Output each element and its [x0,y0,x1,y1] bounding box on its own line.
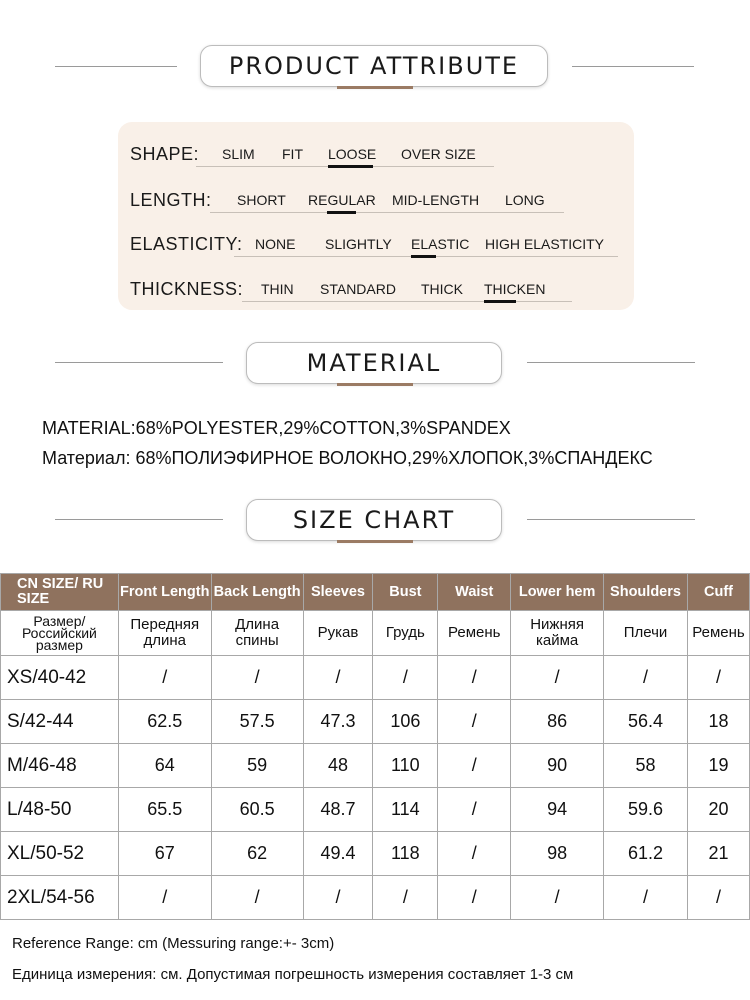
size-label-cell: M/46-48 [1,744,119,788]
table-cell: / [118,656,211,700]
header-cell: Размер/ Российский размер [1,611,119,656]
header-cell: Ремень [687,611,749,656]
table-cell: 20 [687,788,749,832]
size-chart-table [0,573,750,920]
table-cell: 65.5 [118,788,211,832]
table-cell: / [511,876,604,920]
selected-marker [484,300,516,303]
table-row [1,832,750,876]
selected-marker [411,255,436,258]
table-cell: / [604,656,688,700]
header-cell: Back Length [211,574,303,611]
table-cell: 48 [303,744,373,788]
size-label-cell: XS/40-42 [1,656,119,700]
table-cell: 90 [511,744,604,788]
section-title-attribute: PRODUCT ATTRIBUTE [200,45,548,87]
header-cell: Front Length [118,574,211,611]
header-cell: Bust [373,574,438,611]
table-row [1,700,750,744]
table-cell: 56.4 [604,700,688,744]
table-cell: 64 [118,744,211,788]
attr-option-selected: THICKEN [484,281,546,297]
attr-option-selected: LOOSE [328,146,377,162]
section-title-material: MATERIAL [246,342,502,384]
attr-option: STANDARD [320,281,396,297]
table-cell: 98 [511,832,604,876]
header-cell: Длина спины [211,611,303,656]
header-cell: Плечи [604,611,688,656]
table-cell: 49.4 [303,832,373,876]
table-cell: 110 [373,744,438,788]
table-cell: 48.7 [303,788,373,832]
size-label-cell: S/42-44 [1,700,119,744]
header-cell: Грудь [373,611,438,656]
table-cell: / [438,656,511,700]
attr-label: SHAPE: [130,144,200,164]
reference-range-note: Reference Range: cm (Messuring range:+- 3cm) [12,935,335,952]
table-row [1,788,750,832]
attr-option-selected: ELASTIC [411,236,470,252]
table-cell: / [687,656,749,700]
table-cell: 18 [687,700,749,744]
table-cell: 59.6 [604,788,688,832]
table-cell: 58 [604,744,688,788]
table-cell: / [438,788,511,832]
table-cell: / [438,744,511,788]
attr-option: THIN [261,281,294,297]
attr-option: NONE [255,236,296,252]
table-cell: 118 [373,832,438,876]
attr-label: ELASTICITY: [130,234,243,254]
header-cell: Рукав [303,611,373,656]
table-cell: / [438,876,511,920]
attr-option-selected: REGULAR [308,192,376,208]
size-label-cell: XL/50-52 [1,832,119,876]
attr-option: HIGH ELASTICITY [485,236,605,252]
selected-marker [327,211,356,214]
header-cell: Lower hem [511,574,604,611]
table-cell: / [373,656,438,700]
divider-right [527,519,695,520]
attr-option: SLIGHTLY [325,236,392,252]
header-cell: Shoulders [604,574,688,611]
size-label-cell: L/48-50 [1,788,119,832]
table-cell: / [438,832,511,876]
table-cell: 67 [118,832,211,876]
table-row [1,744,750,788]
table-cell: 59 [211,744,303,788]
attr-baseline [210,212,564,213]
title-accent-line [337,540,413,543]
attr-option: SLIM [222,146,255,162]
attr-option: SHORT [237,192,286,208]
table-cell: 61.2 [604,832,688,876]
table-cell: / [604,876,688,920]
title-accent-line [337,86,413,89]
table-cell: / [211,876,303,920]
table-row [1,876,750,920]
table-cell: 86 [511,700,604,744]
header-cell: Sleeves [303,574,373,611]
table-cell: 106 [373,700,438,744]
attr-baseline [242,301,572,302]
attr-option: LONG [505,192,545,208]
attr-row-elasticity [118,222,634,258]
table-cell: 94 [511,788,604,832]
attr-option: THICK [421,281,463,297]
size-label-cell: 2XL/54-56 [1,876,119,920]
attribute-panel [118,122,634,310]
table-cell: 114 [373,788,438,832]
divider-left [55,362,223,363]
size-rows [1,656,750,920]
size-chart-header [0,497,750,545]
attr-option: OVER SIZE [401,146,476,162]
header-cell: CN SIZE/ RU SIZE [1,574,119,611]
table-cell: / [511,656,604,700]
material-header [0,340,750,388]
material-composition-en: MATERIAL:68%POLYESTER,29%COTTON,3%SPANDEX [42,418,511,438]
table-cell: 62 [211,832,303,876]
material-composition-ru: Материал: 68%ПОЛИЭФИРНОЕ ВОЛОКНО,29%ХЛОПОК,3%СПАНДЕКС [42,448,653,468]
table-cell: / [303,876,373,920]
attr-label: LENGTH: [130,190,212,210]
measurement-note-ru: Единица измерения: см. Допустимая погрешность измерения составляет 1-3 см [12,966,574,983]
title-accent-line [337,383,413,386]
table-cell: 62.5 [118,700,211,744]
table-cell: / [303,656,373,700]
table-cell: / [687,876,749,920]
table-cell: 57.5 [211,700,303,744]
table-header-row-en [1,574,750,611]
divider-left [55,519,223,520]
attr-option: FIT [282,146,303,162]
attr-label: THICKNESS: [130,279,244,299]
divider-left [55,66,177,67]
header-cell: Нижняя кайма [511,611,604,656]
header-cell: Ремень [438,611,511,656]
table-cell: / [211,656,303,700]
section-title-size: SIZE CHART [246,499,502,541]
table-cell: / [118,876,211,920]
selected-marker [328,165,373,168]
divider-right [527,362,695,363]
table-cell: / [438,700,511,744]
attr-row-thickness [118,267,634,303]
attr-row-length [118,178,634,214]
header-cell: Cuff [687,574,749,611]
attr-row-shape [118,132,634,168]
header-cell: Waist [438,574,511,611]
table-cell: 19 [687,744,749,788]
product-attribute-header [0,44,750,92]
table-row [1,656,750,700]
table-cell: 47.3 [303,700,373,744]
attr-option: MID-LENGTH [392,192,480,208]
divider-right [572,66,694,67]
table-header-row-ru [1,611,750,656]
header-cell: Передняя длина [118,611,211,656]
table-cell: 60.5 [211,788,303,832]
table-cell: 21 [687,832,749,876]
table-cell: / [373,876,438,920]
